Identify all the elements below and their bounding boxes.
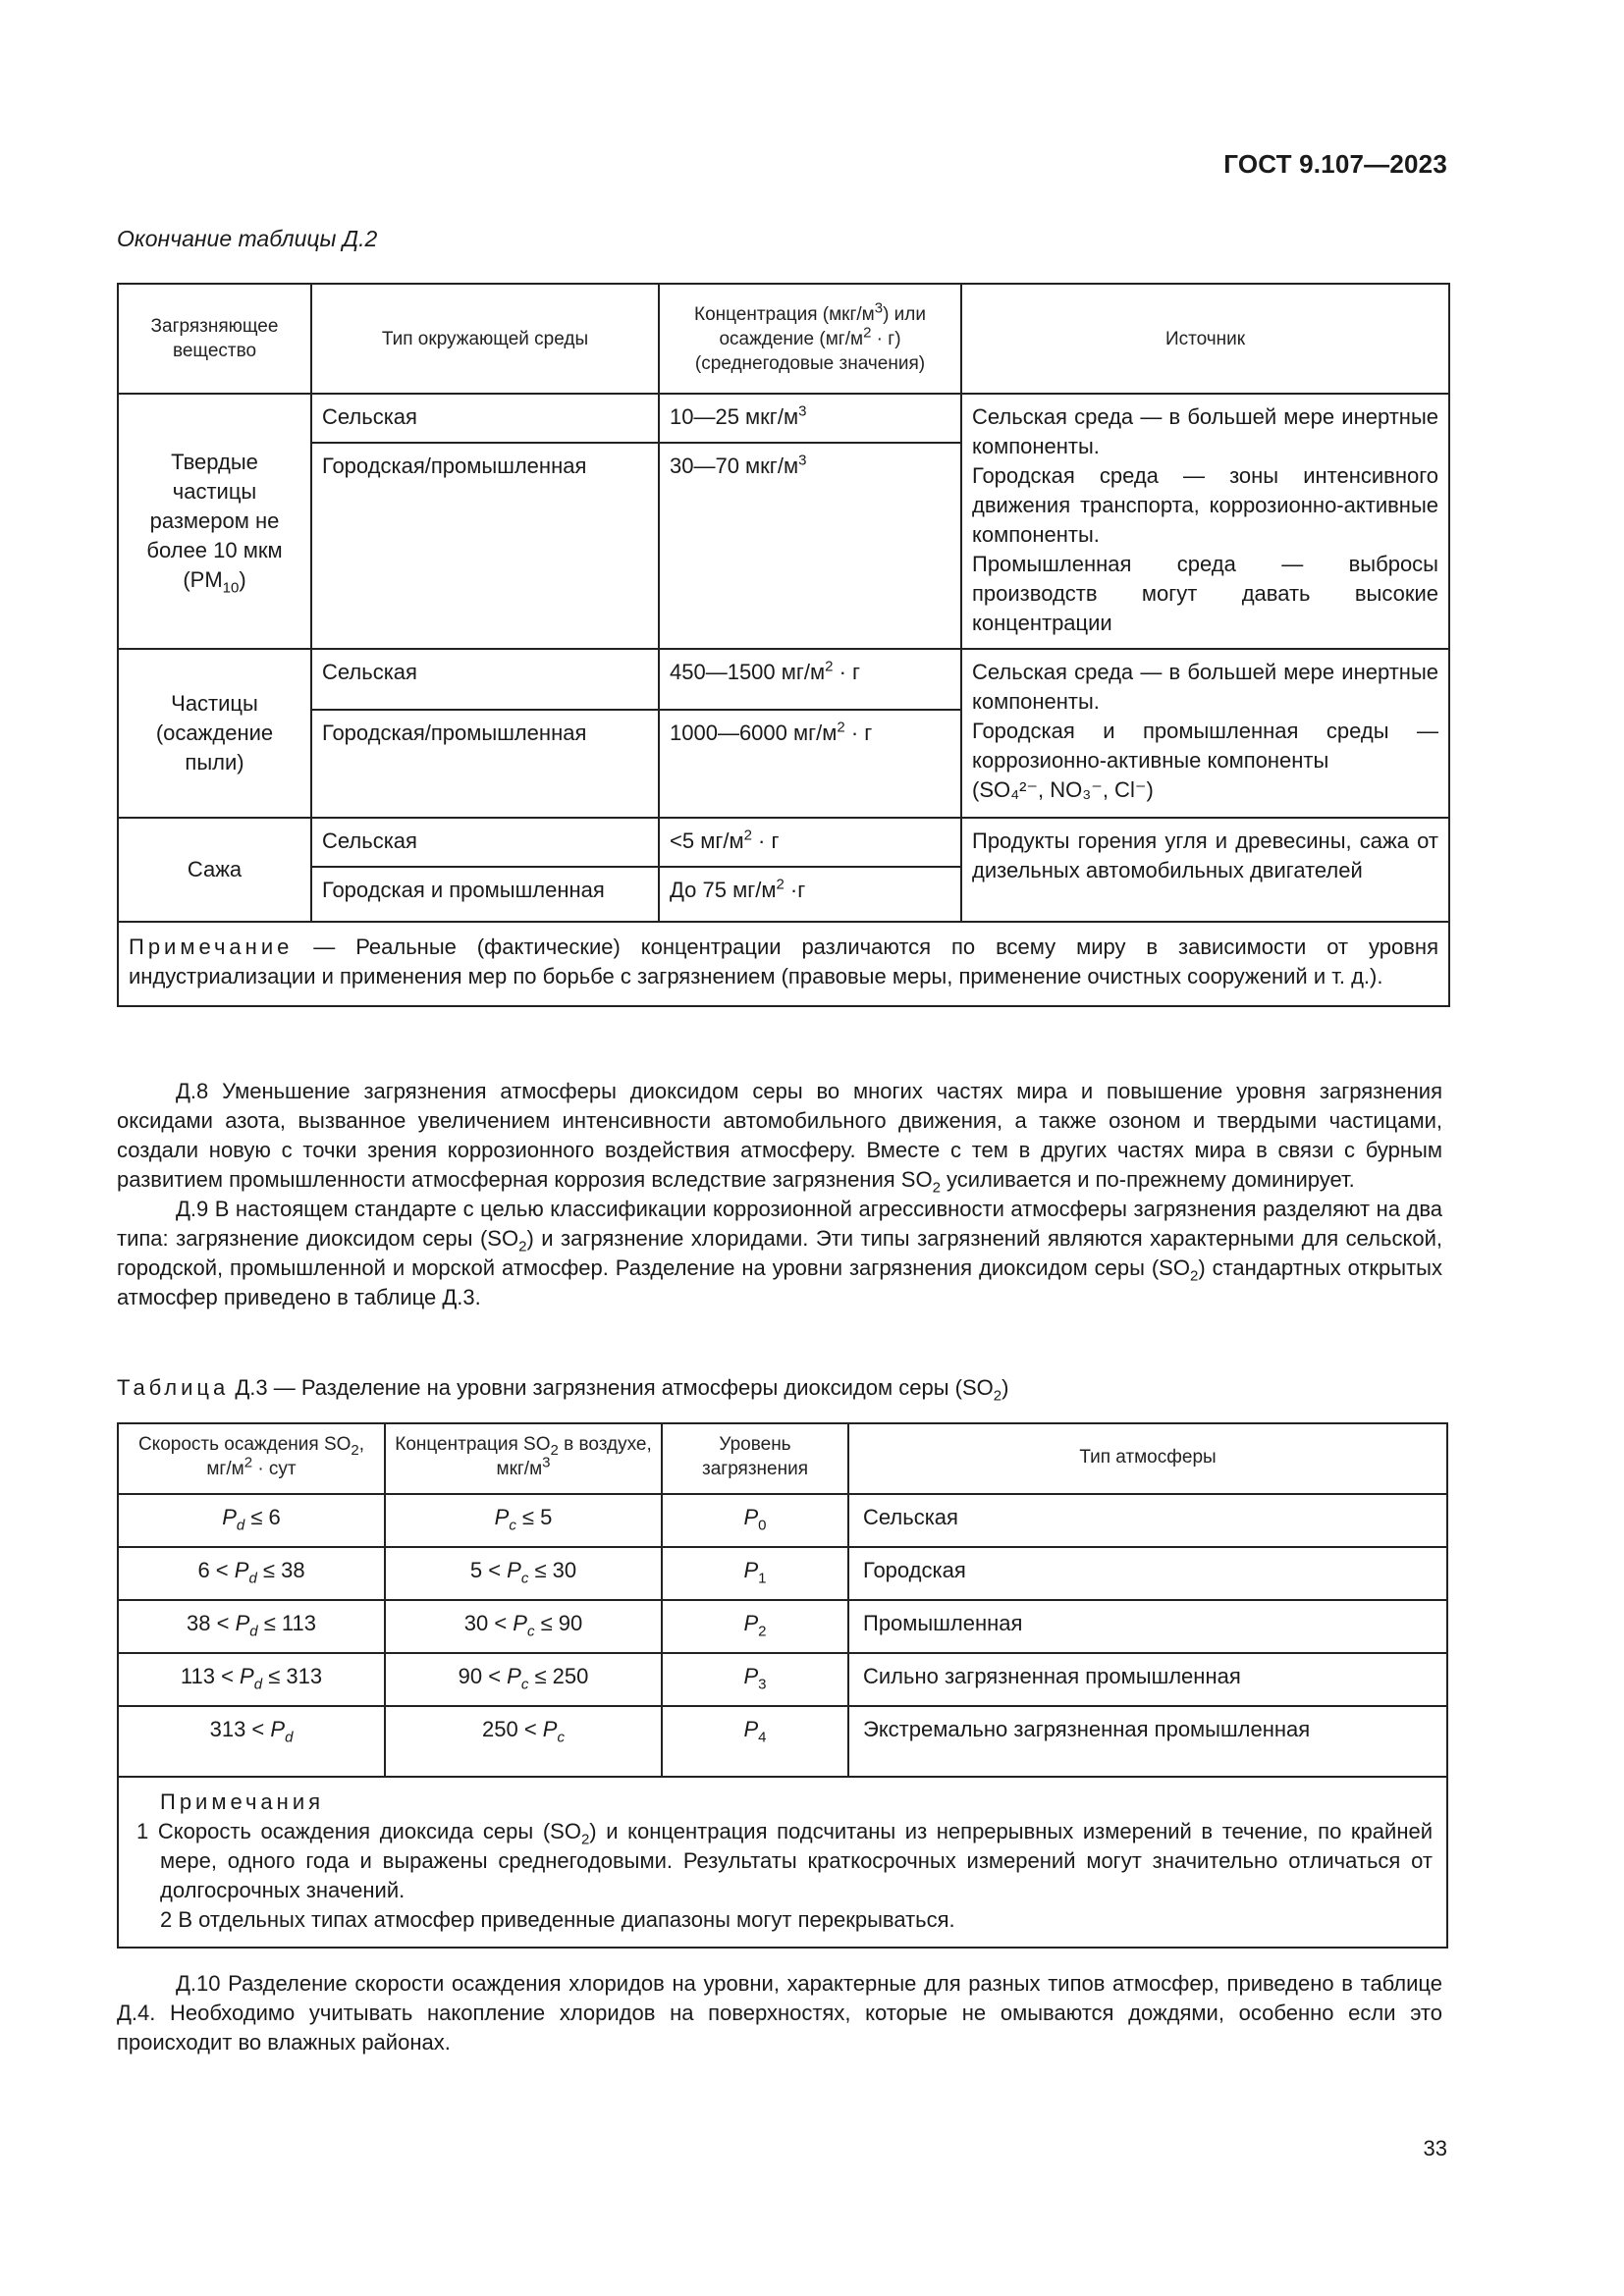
table-row — [118, 1600, 1447, 1653]
atmosphere-type-cell: Промышленная — [848, 1600, 1447, 1653]
rate-cell: $113 < P_d \le 313$ — [118, 1653, 385, 1706]
header-so2-concentration: Концентрация $SO_2$ в воздухе, мкг/$м^3$ — [385, 1423, 662, 1494]
standard-number: ГОСТ 9.107—2023 — [1223, 149, 1447, 179]
rate-cell: $P_d \le 6$ — [118, 1494, 385, 1547]
pm10-env-urban: Городская/промышленная — [311, 443, 659, 649]
table-continuation-caption: Окончание таблицы Д.2 — [117, 226, 378, 251]
header-deposition-rate: Скорость осаждения $SO_2$, $мг/м^2$ · сут — [118, 1423, 385, 1494]
dust-name: Частицы (осаждение пыли) — [118, 649, 311, 818]
soot-env-urban: Городская и промышленная — [311, 867, 659, 922]
paragraph-d10: Д.10 Разделение скорости осаждения хлоридов на уровни, характерные для разных типов атмосфер, приведено в таблице Д.4. Необходимо учитывать накопление хлоридов на поверхностях, которые не омываются дождями, особенно если это происходит во влажных районах. — [117, 1971, 1442, 2055]
table-row — [118, 1653, 1447, 1706]
paragraph-d8: Д.8 Уменьшение загрязнения атмосферы диоксидом серы во многих частях мира и повышение уровня загрязнения оксидами азота, вызванное увеличением интенсивности автомобильного движения, а также озоном и твердыми частицами, создали новую с точки зрения коррозионного воздействия атмосферу. Вместе с тем в других частях мира в связи с бурным развитием промышленности атмосферная коррозия вследствие загрязнения $SO_2$ усиливается и по-прежнему доминирует. — [117, 1079, 1442, 1197]
soot-value-urban: До 75 $мг/м^2 \cdot г$ — [659, 867, 961, 922]
rate-cell: $6 < P_d \le 38$ — [118, 1547, 385, 1600]
rate-cell: $313 < P_d$ — [118, 1706, 385, 1777]
header-concentration: Концентрация $(мкг/м^3)$ или осаждение $(мг/м^2 \cdot г)$ (среднегодовые значения) — [659, 284, 961, 394]
dust-env-rural: Сельская — [311, 649, 659, 710]
page-number: 33 — [1423, 2136, 1447, 2161]
dust-source: Сельская среда — в большей мере инертные компоненты. Городская и промышленная среды — коррозионно-активные компоненты (SO₄²⁻, NO₃⁻, Cl⁻) — [961, 649, 1449, 818]
concentration-cell: $30 < P_c \le 90$ — [385, 1600, 662, 1653]
table-d3 — [117, 1422, 1448, 1949]
rate-cell: $38 < P_d \le 113$ — [118, 1600, 385, 1653]
level-cell: $P_2$ — [662, 1600, 848, 1653]
table-d2-note: Примечание — Реальные (фактические) концентрации различаются по всему миру в зависимости от уровня индустриализации и применения мер по борьбе с загрязнением (правовые меры, применение очистных сооружений и т. д.). — [118, 922, 1449, 1006]
table-row — [118, 1494, 1447, 1547]
table-d3-notes: Примечания 1 Скорость осаждения диоксида серы $(SO_2)$ и концентрация подсчитаны из непрерывных измерений в течение, по крайней мере, одного года и выражены среднегодовыми. Результаты краткосрочных измерений могут значительно отличаться от долгосрочных значений. 2 В отдельных типах атмосфер приведенные диапазоны могут перекрываться. — [118, 1777, 1447, 1948]
atmosphere-type-cell: Сильно загрязненная промышленная — [848, 1653, 1447, 1706]
table-d2 — [117, 283, 1450, 1007]
level-cell: $P_3$ — [662, 1653, 848, 1706]
atmosphere-type-cell: Городская — [848, 1547, 1447, 1600]
atmosphere-type-cell: Экстремально загрязненная промышленная — [848, 1706, 1447, 1777]
header-pollutant: Загрязняющее вещество — [118, 284, 311, 394]
header-environment: Тип окружающей среды — [311, 284, 659, 394]
pm10-value-urban: 30—70 мкг/$м^3$ — [659, 443, 961, 649]
level-cell: $P_4$ — [662, 1706, 848, 1777]
pm10-name: Твердые частицы размером не более 10 мкм $(PM_{10})$ — [118, 394, 311, 649]
pm10-value-rural: 10—25 мкг/$м^3$ — [659, 394, 961, 443]
dust-env-urban: Городская/промышленная — [311, 710, 659, 818]
level-cell: $P_0$ — [662, 1494, 848, 1547]
dust-value-rural: 450—1500 $мг/м^2 \cdot г$ — [659, 649, 961, 710]
header-pollution-level: Уровень загрязнения — [662, 1423, 848, 1494]
level-cell: $P_1$ — [662, 1547, 848, 1600]
concentration-cell: $P_c \le 5$ — [385, 1494, 662, 1547]
concentration-cell: $90 < P_c \le 250$ — [385, 1653, 662, 1706]
soot-env-rural: Сельская — [311, 818, 659, 867]
pm10-env-rural: Сельская — [311, 394, 659, 443]
table-d3-caption: Таблица Д.3 — Разделение на уровни загрязнения атмосферы диоксидом серы $(SO_2)$ — [117, 1375, 1009, 1405]
dust-value-urban: 1000—6000 $мг/м^2 \cdot г$ — [659, 710, 961, 818]
header-atmosphere-type: Тип атмосферы — [848, 1423, 1447, 1494]
paragraphs-d8-d9 — [117, 1077, 1442, 1312]
concentration-cell: $250 < P_c$ — [385, 1706, 662, 1777]
concentration-cell: $5 < P_c \le 30$ — [385, 1547, 662, 1600]
soot-name: Сажа — [118, 818, 311, 922]
paragraph-d9: Д.9 В настоящем стандарте с целью классификации коррозионной агрессивности атмосферы загрязнения разделяют на два типа: загрязнение диоксидом серы $(SO_2)$ и загрязнение хлоридами. Эти типы загрязнений являются характерными для сельской, городской, промышленной и морской атмосфер. Разделение на уровни загрязнения диоксидом серы $(SO_2)$ стандартных открытых атмосфер приведено в таблице Д.3. — [117, 1197, 1442, 1309]
header-source: Источник — [961, 284, 1449, 394]
soot-value-rural: <5 $мг/м^2 \cdot г$ — [659, 818, 961, 867]
table-row — [118, 1547, 1447, 1600]
atmosphere-type-cell: Сельская — [848, 1494, 1447, 1547]
table-row — [118, 1706, 1447, 1777]
pm10-source: Сельская среда — в большей мере инертные компоненты. Городская среда — зоны интенсивного движения транспорта, коррозионно-активные компоненты. Промышленная среда — выбросы производств могут давать высокие концентрации — [961, 394, 1449, 649]
soot-source: Продукты горения угля и древесины, сажа от дизельных автомобильных двигателей — [961, 818, 1449, 922]
table-d3-body — [118, 1494, 1447, 1777]
